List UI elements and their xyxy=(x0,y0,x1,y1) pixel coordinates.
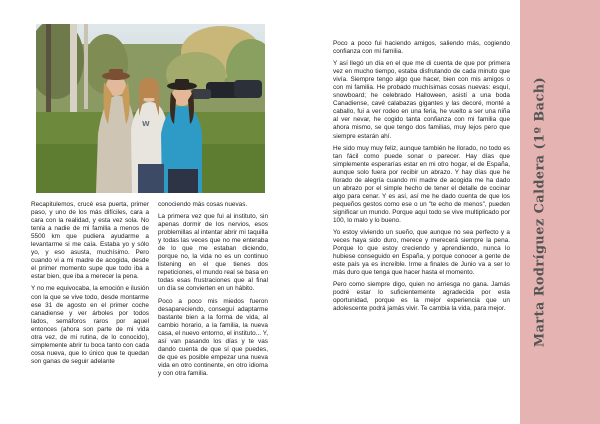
paragraph: Pero como siempre digo, quien no arriesga no gana. Jamás podré estar lo suficientemente agradecida por esta oportunidad, porque es la mejor experiencia que un adolescente podrá jamás vivir. Te cambia la vida, para mejor. xyxy=(333,281,510,313)
article-column-right xyxy=(333,40,510,318)
svg-text:W: W xyxy=(142,120,150,128)
photo-three-girls xyxy=(36,24,265,193)
article-column-left xyxy=(31,201,149,370)
paragraph: Poco a poco fui haciendo amigos, saliendo más, cogiendo confianza con mi familia. xyxy=(333,40,510,56)
paragraph: Recapitulemos, crucé esa puerta, primer paso, y uno de los más difíciles, cara a cara con la realidad, y esta vez sola. No tenía a nadie de mi familia a menos de 5500 km que pudiera ayudarme a levantarme si me caía. Estaba yo y sólo yo, y eso asusta, muchísimo. Pero cuando vi a mi madre de acogida, desde el primer momento supe que todo iba a estar bien, que iba a merecer la pena. xyxy=(31,201,149,281)
paragraph: Y no me equivocaba, la emoción e ilusión con la que se vive todo, desde montarme ese 31 de agosto en el primer coche canadiense y ver árboles por todos lados, semáforos raros por aquel entonces (ahora son parte de mi vida otra vez, de mi rutina, de lo conocido), simplemente abrir tu boca tanto con cada cosa nueva, que lo único que te quedan son ganas de seguir adelante xyxy=(31,285,149,365)
paragraph: Y así llegó un día en el que me di cuenta de que por primera vez en mucho tiempo, estaba disfrutando de cada minuto que vivía. Siempre tengo algo que hacer, bien con mis amigos o con mi familia. He probado muchísimas cosas nuevas: esquí, snowboard; he celebrado Halloween, asistí a una boda Canadiense, cavé calabazas gigantes y las decoré, monté a caballo, fui a ver rodeo en una feria, he vuelto a ser una niña al ver nevar, he cogido tanta confianza con mi familia que ahora mismo, se que tengo dos familias, muy lejos pero que siempre estarán ahí. xyxy=(333,60,510,140)
photo-illustration xyxy=(36,24,265,193)
author-name: Marta Rodríguez Caldera (1º Bach) xyxy=(532,76,548,348)
paragraph: He sido muy muy feliz, aunque también he llorado, no todo es tan fácil como puede sonar o parecer. Hay días que simplemente esperarías estar en mi otro hogar, el de España, aunque solo fuera por recibir un abrazo. Y hay días que he llorado de alegría cuando mi madre de acogida me ha dado un abrazo por el simple hecho de tener el detalle de cocinar algo para cenar. Y es así, así me he dado cuenta de que los pequeños gestos como ese o un "te echo de menos", pueden significar un mundo. Porque aquí todo se vive multiplicado por 100, lo malo y lo bueno. xyxy=(333,144,510,224)
paragraph: conociendo más cosas nuevas. xyxy=(158,201,248,208)
paragraph: Poco a poco mis miedos fueron desapareciendo, conseguí adaptarme bastante bien a la forma de vida, al cambio horario, a la familia, la nueva casa, el nuevo entorno, el instituto... Y, así van pasando los días y te vas dando cuenta de que sí que puedes, de que es posible empezar una nueva vida en otro continente, en otro idioma y con otra familia. xyxy=(158,297,268,377)
paragraph: Yo estoy viviendo un sueño, que aunque no sea perfecto y a veces haya sido duro, merece y merecerá siempre la pena. Porque lo que estoy creciendo y aprendiendo, nunca lo hubiese conseguido en España, y porque conocer a gente de este país ya es increíble. Irme a finales de Junio va a ser lo más duro que tenga que hacer hasta el momento. xyxy=(333,229,510,277)
paragraph: La primera vez que fui al instituto, sin apenas dormir de los nervios, esos problemillas al intentar abrir mi taquilla y todas las veces que no me enteraba de lo que me estaban diciendo, porque no, la vida no es un continuo listening en el que tienes dos repeticiones, el mundo real se basa en todas esas frustraciones que al final un día se convierten en un hábito. xyxy=(158,213,268,293)
article-column-middle xyxy=(158,201,268,382)
